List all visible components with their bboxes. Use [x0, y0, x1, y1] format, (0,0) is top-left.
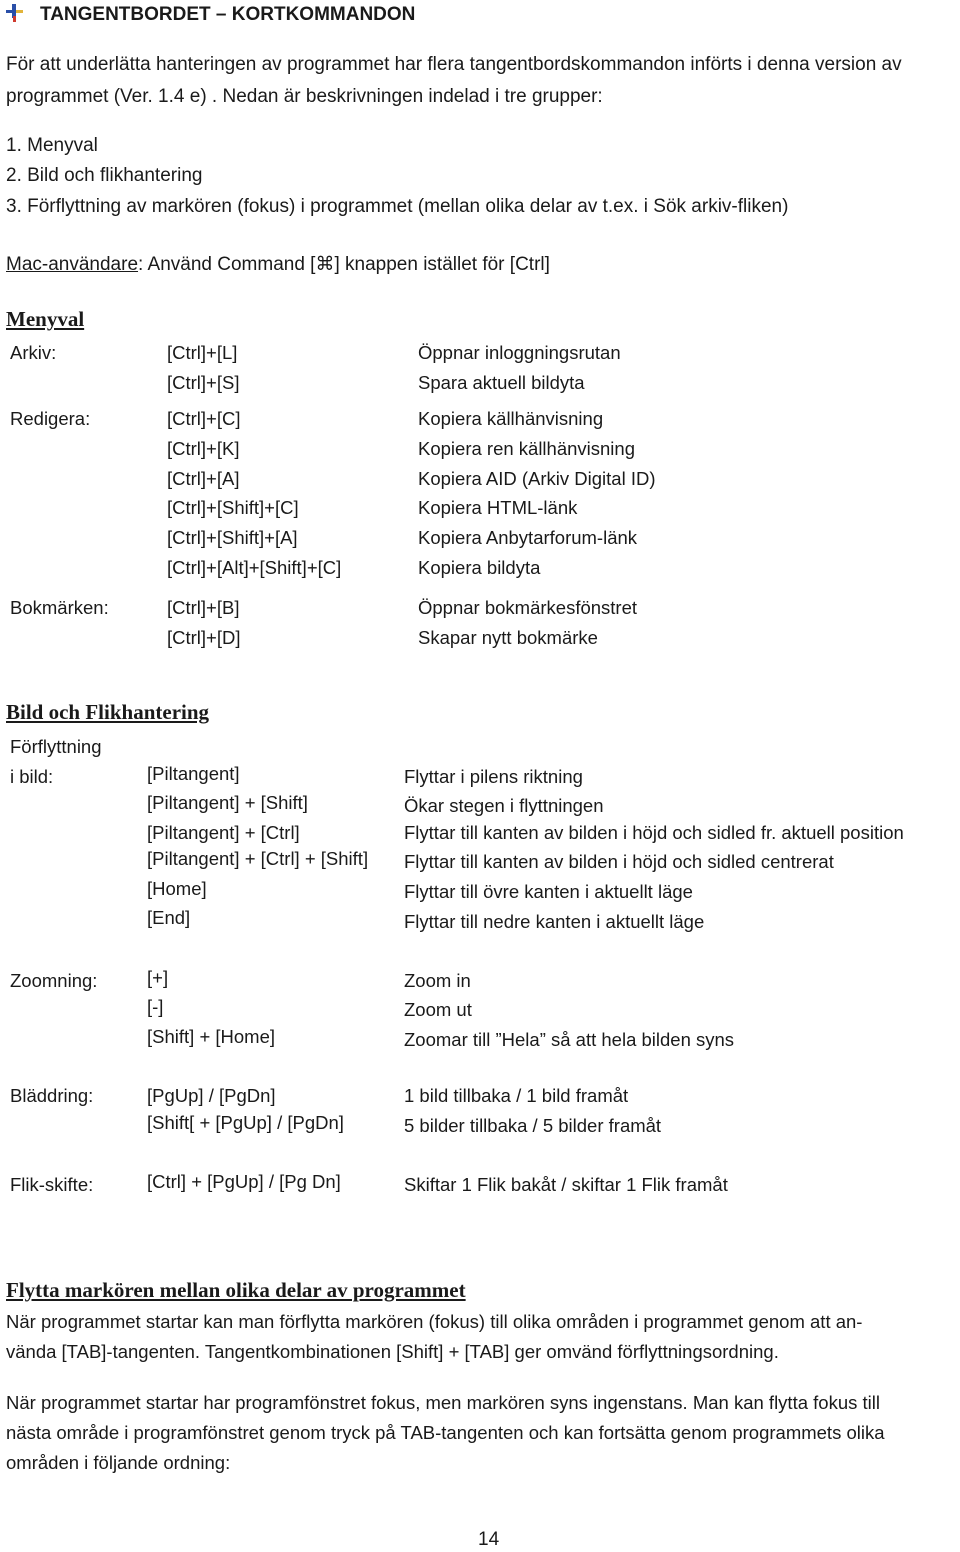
shortcut-keys: [Piltangent] — [147, 763, 240, 784]
section-label-bladdring: Bläddring: — [10, 1085, 94, 1106]
bild-heading: Bild och Flikhantering — [6, 700, 210, 724]
section-label-bokmarken: Bokmärken: — [10, 597, 109, 618]
shortcut-desc: Flyttar till kanten av bilden i höjd och sidled fr. aktuell position — [404, 822, 904, 843]
shortcut-desc: Flyttar till övre kanten i aktuellt läge — [404, 881, 693, 902]
shortcut-keys: [Ctrl]+[K] — [167, 438, 240, 459]
group-item-3: 3. Förflyttning av markören (fokus) i programmet (mellan olika delar av t.ex. i Sök arkiv-fliken) — [6, 196, 789, 217]
section-label-arkiv: Arkiv: — [10, 342, 57, 363]
shortcut-keys: [PgUp] / [PgDn] — [147, 1085, 276, 1106]
shortcut-desc: Öppnar bokmärkesfönstret — [418, 597, 638, 618]
shortcut-keys: [Ctrl]+[B] — [167, 597, 240, 618]
shortcut-desc: Kopiera AID (Arkiv Digital ID) — [418, 468, 656, 489]
page-title: TANGENTBORDET – KORTKOMMANDON — [40, 4, 416, 25]
shortcut-keys: [End] — [147, 907, 191, 928]
shortcut-desc: Zoom ut — [404, 999, 472, 1020]
shortcut-keys: [+] — [147, 967, 169, 988]
shortcut-desc: Skapar nytt bokmärke — [418, 627, 598, 648]
shortcut-keys: [Ctrl]+[Shift]+[C] — [167, 497, 299, 518]
paragraph-line: nästa område i programfönstret genom tryck på TAB-tangenten och kan fortsätta genom programmets olika — [6, 1422, 885, 1443]
shortcut-keys: [Ctrl] + [PgUp] / [Pg Dn] — [147, 1171, 341, 1192]
shortcut-desc: Zoom in — [404, 970, 471, 991]
shortcut-keys: [Ctrl]+[L] — [167, 342, 238, 363]
group-item-2: 2. Bild och flikhantering — [6, 165, 203, 186]
paragraph-line: När programmet startar kan man förflytta markören (fokus) till olika områden i programmet genom att an- — [6, 1311, 863, 1332]
shortcut-desc: 5 bilder tillbaka / 5 bilder framåt — [404, 1115, 662, 1136]
mac-label: Mac-användare — [6, 254, 139, 275]
shortcut-keys: [Ctrl]+[A] — [167, 468, 240, 489]
paragraph-line: När programmet startar har programfönstret fokus, men markören syns ingenstans. Man kan flytta fokus till — [6, 1392, 880, 1413]
shortcut-desc: Kopiera bildyta — [418, 557, 541, 578]
shortcut-keys: [Ctrl]+[Alt]+[Shift]+[C] — [167, 557, 342, 578]
shortcut-desc: Ökar stegen i flyttningen — [404, 795, 604, 816]
shortcut-desc: Kopiera Anbytarforum-länk — [418, 527, 638, 548]
shortcut-desc: Kopiera ren källhänvisning — [418, 438, 635, 459]
shortcut-keys: [-] — [147, 996, 164, 1017]
section-label-redigera: Redigera: — [10, 408, 91, 429]
shortcut-keys: [Ctrl]+[S] — [167, 372, 240, 393]
intro-line-1: För att underlätta hanteringen av programmet har flera tangentbordskommandon införts i denna version av — [6, 54, 902, 75]
mac-text: : Använd Command [⌘] knappen istället för [Ctrl] — [138, 254, 550, 275]
shortcut-keys: [Ctrl]+[D] — [167, 627, 241, 648]
shortcut-keys: [Ctrl]+[C] — [167, 408, 241, 429]
intro-line-2: programmet (Ver. 1.4 e) . Nedan är beskrivningen indelad i tre grupper: — [6, 86, 603, 107]
shortcut-keys: [Piltangent] + [Shift] — [147, 792, 308, 813]
shortcut-desc: Flyttar till nedre kanten i aktuellt läge — [404, 911, 705, 932]
mac-note — [6, 253, 550, 277]
shortcut-desc: Spara aktuell bildyta — [418, 372, 585, 393]
shortcut-keys: [Piltangent] + [Ctrl] — [147, 822, 300, 843]
group-item-1: 1. Menyval — [6, 135, 98, 156]
swedish-flag-cross-icon — [6, 4, 23, 22]
flytta-heading: Flytta markören mellan olika delar av programmet — [6, 1278, 466, 1302]
shortcut-keys: [Shift] + [Home] — [147, 1026, 276, 1047]
shortcut-desc: Flyttar i pilens riktning — [404, 766, 583, 787]
shortcut-keys: [Ctrl]+[Shift]+[A] — [167, 527, 298, 548]
shortcut-desc: Kopiera HTML-länk — [418, 497, 578, 518]
shortcut-desc: Skiftar 1 Flik bakåt / skiftar 1 Flik framåt — [404, 1174, 728, 1195]
shortcut-desc: 1 bild tillbaka / 1 bild framåt — [404, 1085, 629, 1106]
section-label-i-bild: i bild: — [10, 766, 54, 787]
section-label-forflyttning: Förflyttning — [10, 736, 102, 757]
section-label-zoomning: Zoomning: — [10, 970, 98, 991]
paragraph-line: vända [TAB]-tangenten. Tangentkombinationen [Shift] + [TAB] ger omvänd förflyttningsordning. — [6, 1341, 779, 1362]
shortcut-keys: [Home] — [147, 878, 207, 899]
paragraph-line: områden i följande ordning: — [6, 1452, 231, 1473]
shortcut-desc: Zoomar till ”Hela” så att hela bilden syns — [404, 1029, 735, 1050]
shortcut-desc: Flyttar till kanten av bilden i höjd och sidled centrerat — [404, 851, 834, 872]
page-number: 14 — [478, 1529, 500, 1550]
section-label-flik-skifte: Flik-skifte: — [10, 1174, 94, 1195]
shortcut-desc: Kopiera källhänvisning — [418, 408, 604, 429]
shortcut-keys: [Shift[ + [PgUp] / [PgDn] — [147, 1112, 344, 1133]
shortcut-desc: Öppnar inloggningsrutan — [418, 342, 621, 363]
shortcut-keys: [Piltangent] + [Ctrl] + [Shift] — [147, 848, 369, 869]
menyval-heading: Menyval — [6, 307, 85, 331]
